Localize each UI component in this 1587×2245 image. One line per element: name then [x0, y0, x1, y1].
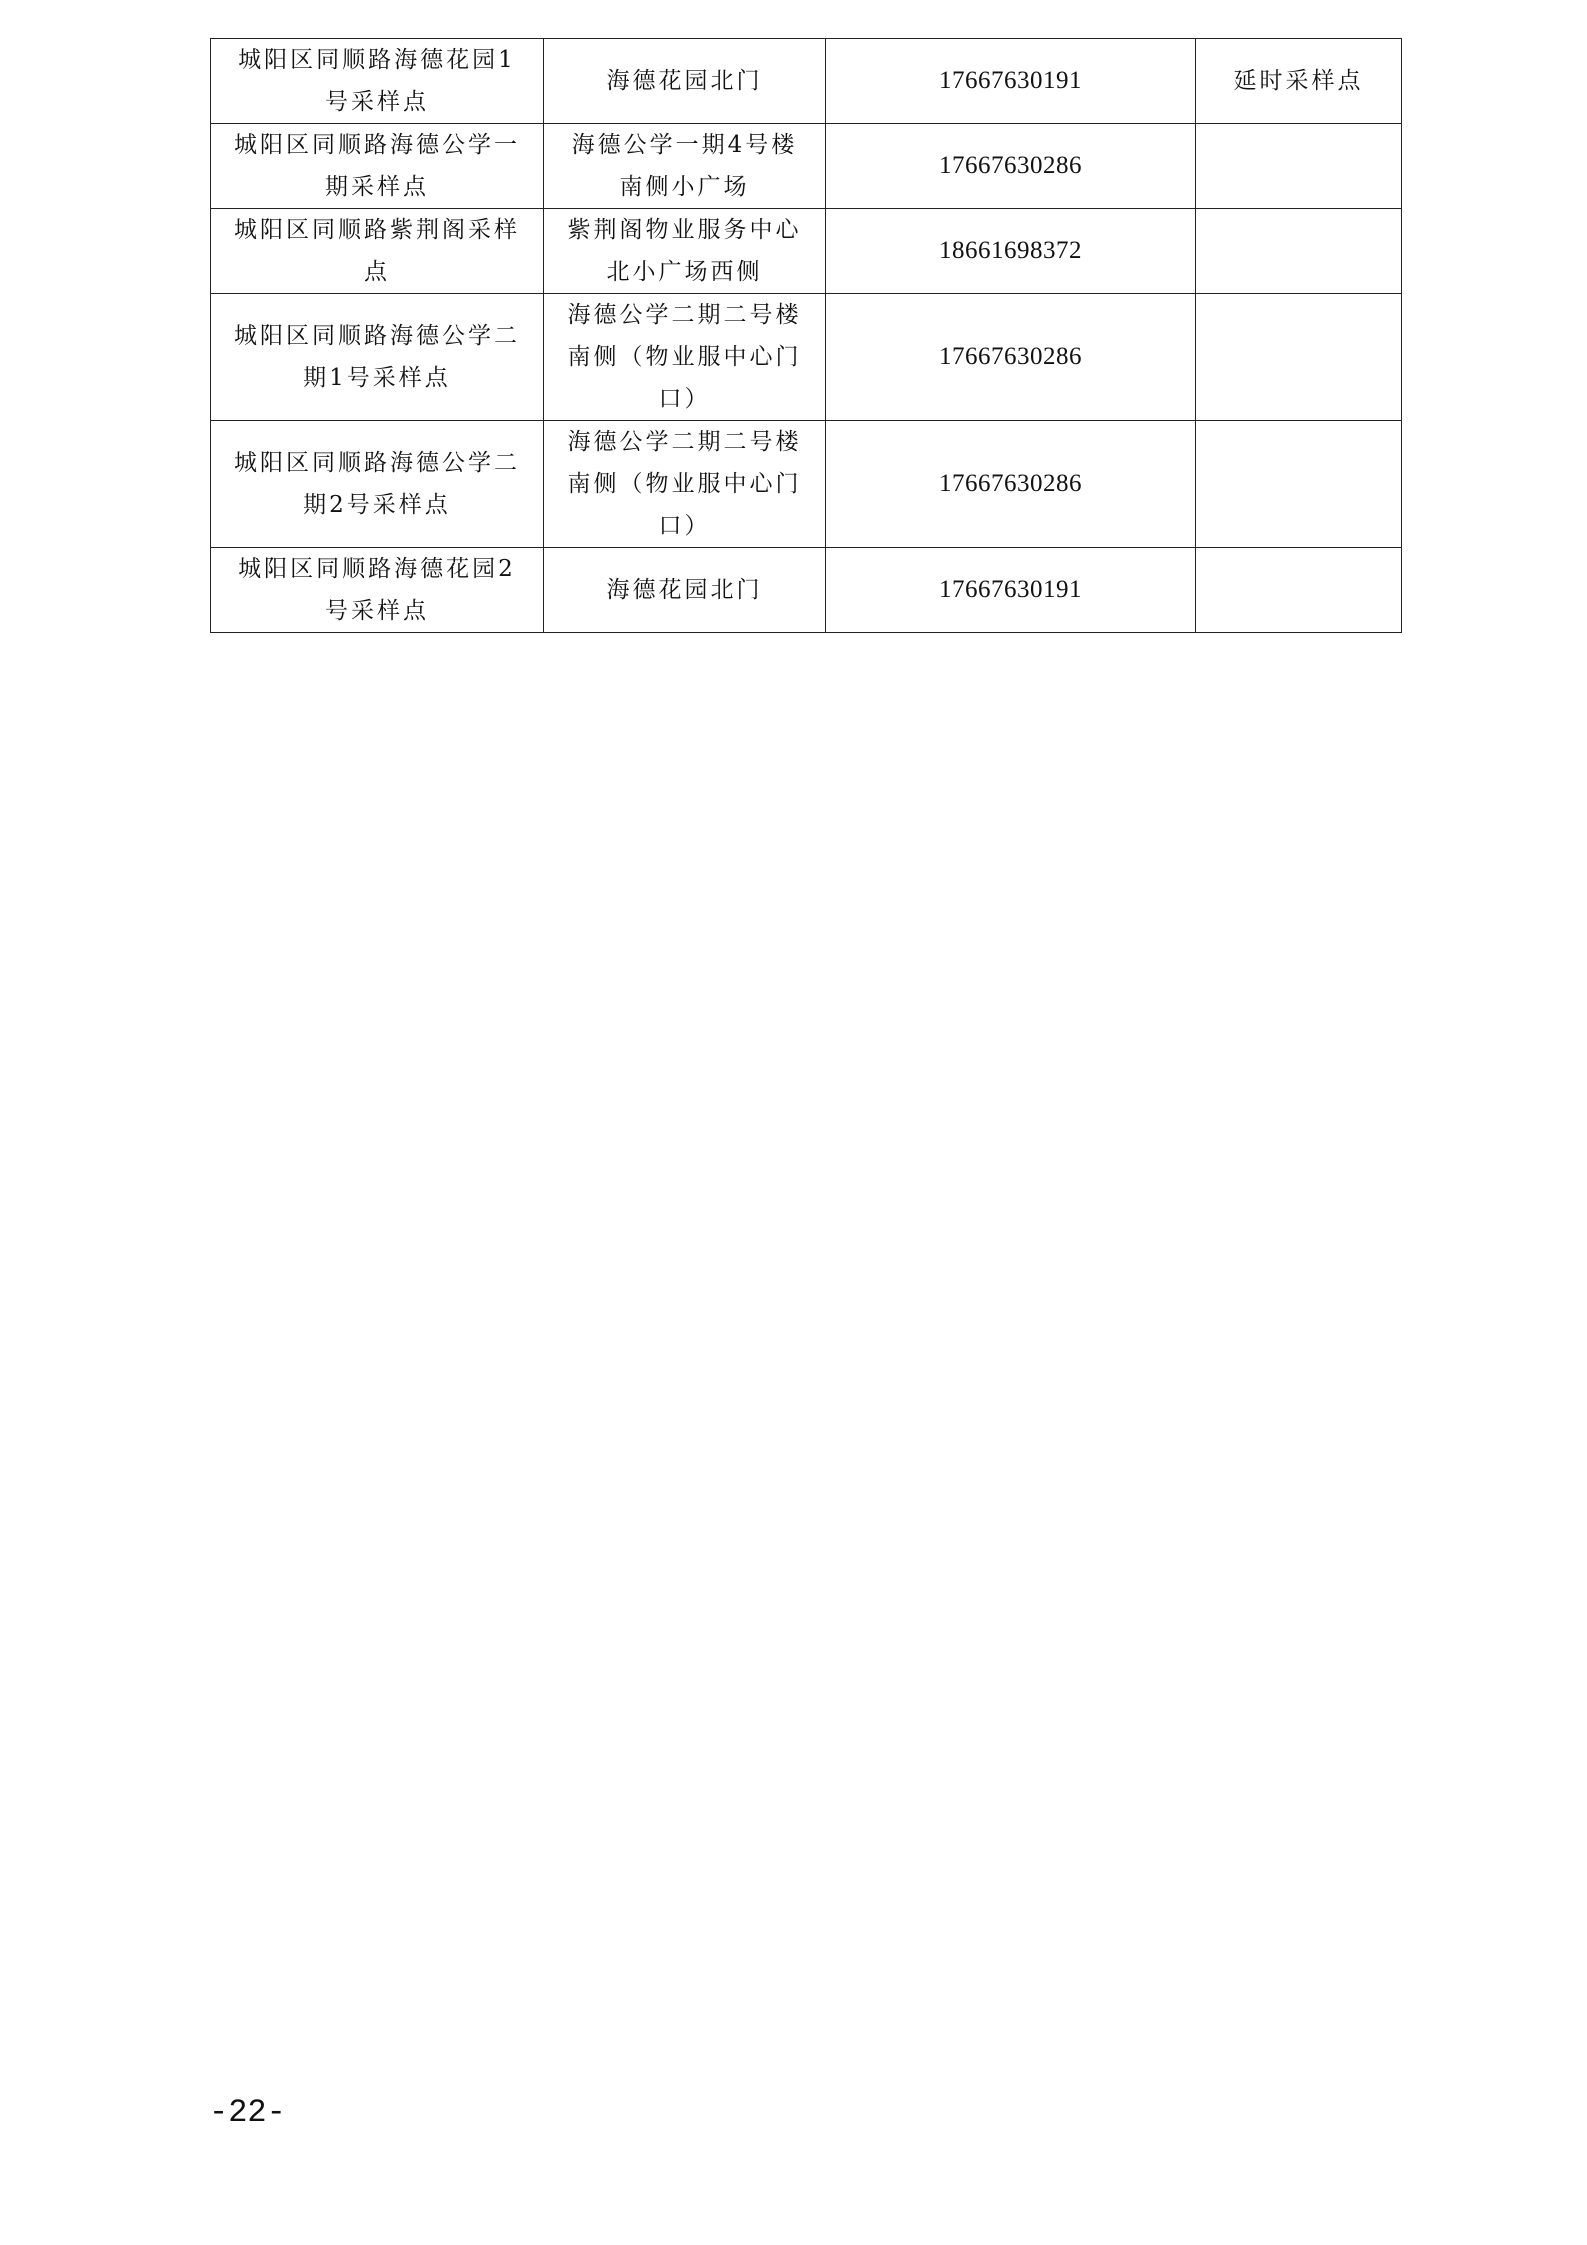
table-row — [211, 294, 1402, 421]
site-name-cell: 城阳区同顺路海德花园1号采样点 — [211, 39, 544, 124]
table-row — [211, 39, 1402, 124]
location-cell: 紫荆阁物业服务中心北小广场西侧 — [544, 209, 826, 294]
sampling-sites-table — [210, 38, 1402, 633]
note-cell — [1196, 421, 1402, 548]
phone-cell: 17667630286 — [826, 421, 1196, 548]
site-name-cell: 城阳区同顺路海德公学二期2号采样点 — [211, 421, 544, 548]
note-cell — [1196, 209, 1402, 294]
phone-cell: 17667630191 — [826, 548, 1196, 633]
site-name-cell: 城阳区同顺路海德公学二期1号采样点 — [211, 294, 544, 421]
location-cell: 海德公学二期二号楼南侧（物业服中心门口） — [544, 421, 826, 548]
site-name-cell: 城阳区同顺路海德公学一期采样点 — [211, 124, 544, 209]
site-name-cell: 城阳区同顺路紫荆阁采样点 — [211, 209, 544, 294]
phone-cell: 18661698372 — [826, 209, 1196, 294]
table-row — [211, 209, 1402, 294]
note-cell — [1196, 124, 1402, 209]
phone-cell: 17667630286 — [826, 124, 1196, 209]
table-row — [211, 124, 1402, 209]
table-row — [211, 548, 1402, 633]
phone-cell: 17667630286 — [826, 294, 1196, 421]
location-cell: 海德花园北门 — [544, 39, 826, 124]
note-cell: 延时采样点 — [1196, 39, 1402, 124]
location-cell: 海德公学二期二号楼南侧（物业服中心门口） — [544, 294, 826, 421]
site-name-cell: 城阳区同顺路海德花园2号采样点 — [211, 548, 544, 633]
note-cell — [1196, 548, 1402, 633]
location-cell: 海德公学一期4号楼南侧小广场 — [544, 124, 826, 209]
page-number: -22- — [209, 2094, 286, 2131]
phone-cell: 17667630191 — [826, 39, 1196, 124]
location-cell: 海德花园北门 — [544, 548, 826, 633]
note-cell — [1196, 294, 1402, 421]
table-row — [211, 421, 1402, 548]
